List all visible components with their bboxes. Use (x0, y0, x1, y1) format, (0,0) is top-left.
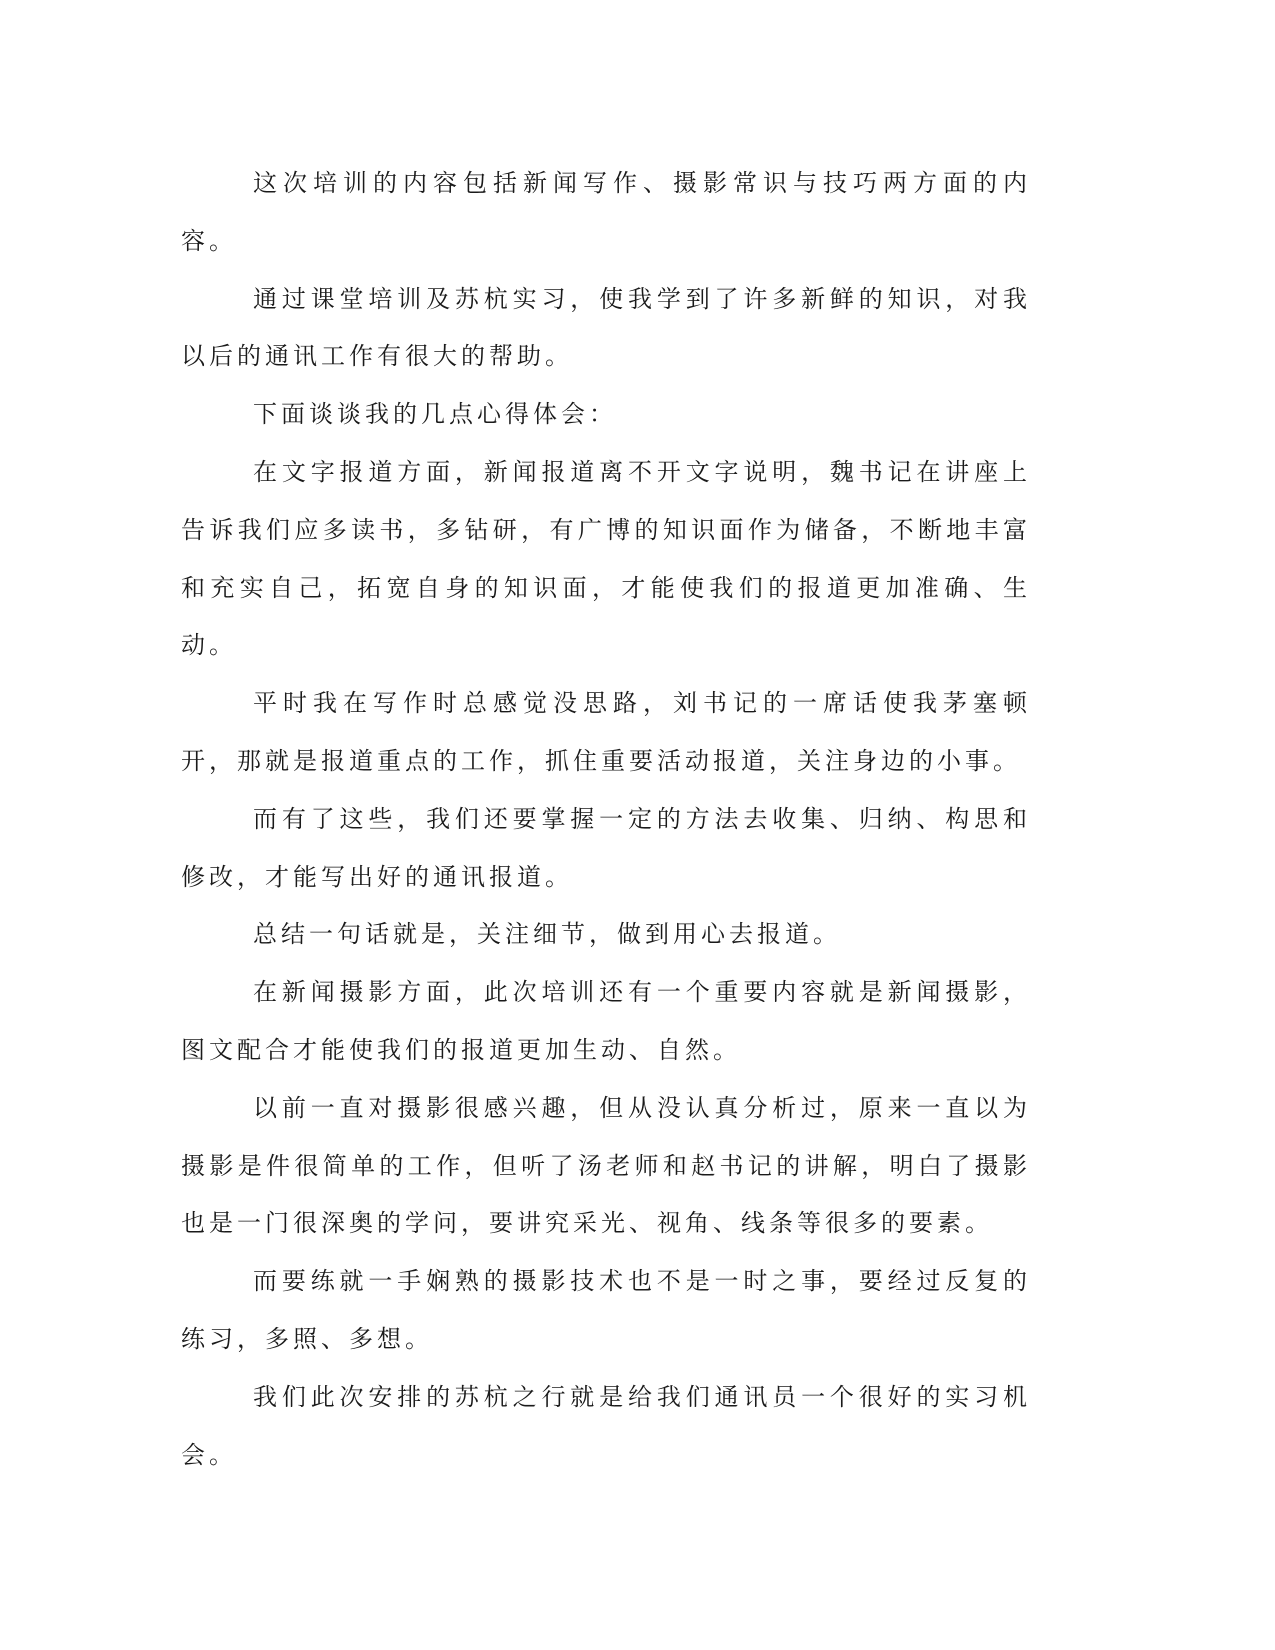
paragraph-text-reporting: 在文字报道方面，新闻报道离不开文字说明，魏书记在讲座上告诉我们应多读书，多钻研，有广博的知识面作为储备，不断地丰富和充实自己，拓宽自身的知识面，才能使我们的报道更加准确、生动。 (181, 457, 1031, 660)
paragraph-suhang-trip: 我们此次安排的苏杭之行就是给我们通讯员一个很好的实习机会。 (181, 1382, 1031, 1469)
paragraph-photography-practice: 而要练就一手娴熟的摄影技术也不是一时之事，要经过反复的练习，多照、多想。 (181, 1267, 1031, 1353)
paragraph-training-content: 这次培训的内容包括新闻写作、摄影常识与技巧两方面的内容。 (181, 169, 1031, 255)
paragraph-news-photography: 在新闻摄影方面，此次培训还有一个重要内容就是新闻摄影，图文配合才能使我们的报道更加生动、自然。 (181, 978, 1031, 1064)
paragraph-experience-intro: 下面谈谈我的几点心得体会： (253, 400, 617, 429)
paragraph-internship-benefit: 通过课堂培训及苏杭实习，使我学到了许多新鲜的知识，对我以后的通讯工作有很大的帮助。 (181, 284, 1031, 371)
paragraph-summary: 总结一句话就是，关注细节，做到用心去报道。 (253, 920, 841, 949)
paragraph-writing-ideas: 平时我在写作时总感觉没思路，刘书记的一席话使我茅塞顿开，那就是报道重点的工作，抓住重要活动报道，关注身边的小事。 (181, 689, 1031, 775)
document-body (181, 155, 1031, 1484)
paragraph-photography-interest: 以前一直对摄影很感兴趣，但从没认真分析过，原来一直以为摄影是件很简单的工作，但听了汤老师和赵书记的讲解，明白了摄影也是一门很深奥的学问，要讲究采光、视角、线条等很多的要素。 (181, 1093, 1031, 1238)
paragraph-writing-method: 而有了这些，我们还要掌握一定的方法去收集、归纳、构思和修改，才能写出好的通讯报道。 (181, 804, 1031, 891)
